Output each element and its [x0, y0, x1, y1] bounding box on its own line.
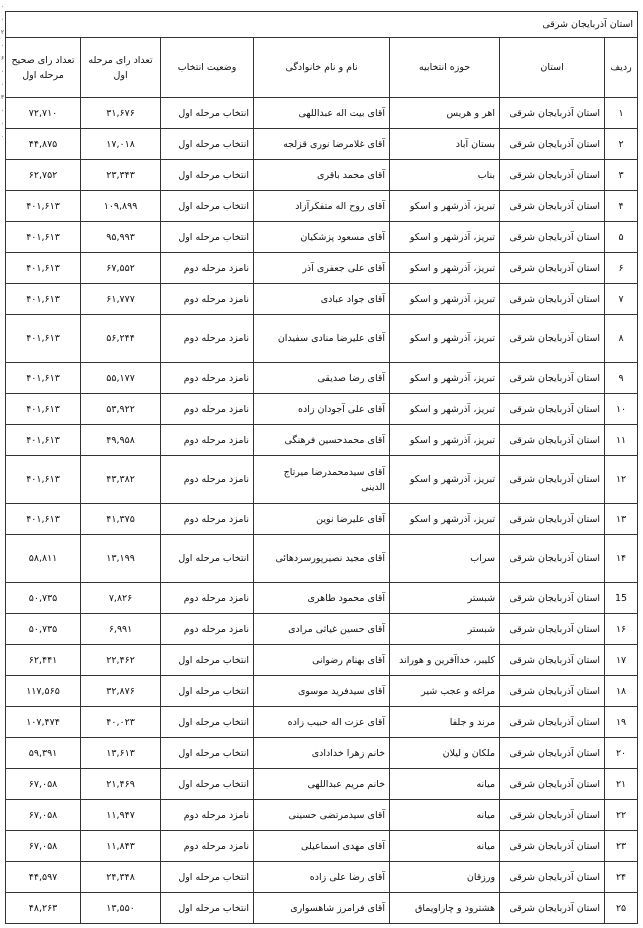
province-cell: استان آذربایجان شرقی [500, 504, 605, 535]
valid-votes-cell: ۴۰۱,۶۱۳ [6, 315, 81, 363]
district-cell: بستان آباد [390, 129, 500, 160]
row-number: ۲۴ [605, 862, 638, 893]
candidate-name-cell: آقای بیت اله عبداللهی [254, 98, 390, 129]
district-cell: شبستر [390, 583, 500, 614]
header-status: وضعیت انتخاب [161, 38, 254, 98]
status-cell: انتخاب مرحله اول [161, 98, 254, 129]
status-cell: انتخاب مرحله اول [161, 676, 254, 707]
table-body [6, 98, 638, 924]
status-cell: نامزد مرحله دوم [161, 800, 254, 831]
header-district: حوزه انتخابیه [390, 38, 500, 98]
votes-first-round-cell: ۲۴,۳۴۸ [81, 862, 161, 893]
candidate-name-cell: آقای مجید نصیرپورسردهائی [254, 535, 390, 583]
votes-first-round-cell: ۱۳,۵۵۰ [81, 893, 161, 924]
province-cell: استان آذربایجان شرقی [500, 707, 605, 738]
candidate-name-cell: آقای غلامرضا نوری قزلجه [254, 129, 390, 160]
district-cell: تبریز، آذرشهر و اسکو [390, 191, 500, 222]
province-cell: استان آذربایجان شرقی [500, 862, 605, 893]
status-cell: انتخاب مرحله اول [161, 191, 254, 222]
status-cell: انتخاب مرحله اول [161, 160, 254, 191]
table-row [6, 504, 638, 535]
row-number: ۲۱ [605, 769, 638, 800]
table-row [6, 893, 638, 924]
table-row [6, 676, 638, 707]
province-cell: استان آذربایجان شرقی [500, 738, 605, 769]
votes-first-round-cell: ۵۶,۲۴۴ [81, 315, 161, 363]
status-cell: نامزد مرحله دوم [161, 583, 254, 614]
table-row [6, 284, 638, 315]
candidate-name-cell: آقای علیرضا نوین [254, 504, 390, 535]
valid-votes-cell: ۶۷,۰۵۸ [6, 769, 81, 800]
status-cell: نامزد مرحله دوم [161, 831, 254, 862]
province-cell: استان آذربایجان شرقی [500, 456, 605, 504]
row-number: ۲۲ [605, 800, 638, 831]
row-number: ۱۶ [605, 614, 638, 645]
row-number: ۲۳ [605, 831, 638, 862]
candidate-name-cell: آقای علیرضا منادی سفیدان [254, 315, 390, 363]
header-valid-votes-first-round: تعداد رای صحیح مرحله اول [6, 38, 81, 98]
table-row [6, 645, 638, 676]
edge-glyph: ۰ [0, 68, 5, 75]
votes-first-round-cell: ۱۱,۸۴۳ [81, 831, 161, 862]
table-row [6, 583, 638, 614]
votes-first-round-cell: ۳۲,۸۷۶ [81, 676, 161, 707]
district-cell: تبریز، آذرشهر و اسکو [390, 222, 500, 253]
status-cell: انتخاب مرحله اول [161, 738, 254, 769]
table-row [6, 160, 638, 191]
district-cell: بناب [390, 160, 500, 191]
candidate-name-cell: آقای حسین غیاثی مرادی [254, 614, 390, 645]
table-row [6, 614, 638, 645]
table-row [6, 862, 638, 893]
district-cell: تبریز، آذرشهر و اسکو [390, 315, 500, 363]
candidate-name-cell: آقای مهدی اسماعیلی [254, 831, 390, 862]
votes-first-round-cell: ۱۳,۱۹۹ [81, 535, 161, 583]
table-row [6, 363, 638, 394]
district-cell: کلیبر، خداآفرین و هوراند [390, 645, 500, 676]
province-cell: استان آذربایجان شرقی [500, 583, 605, 614]
district-cell: تبریز، آذرشهر و اسکو [390, 363, 500, 394]
header-province: استان [500, 38, 605, 98]
province-cell: استان آذربایجان شرقی [500, 769, 605, 800]
table-row [6, 769, 638, 800]
status-cell: نامزد مرحله دوم [161, 504, 254, 535]
candidate-name-cell: خانم زهرا خدادادی [254, 738, 390, 769]
table-row [6, 738, 638, 769]
status-cell: نامزد مرحله دوم [161, 456, 254, 504]
valid-votes-cell: ۵۹,۳۹۱ [6, 738, 81, 769]
status-cell: انتخاب مرحله اول [161, 862, 254, 893]
district-cell: میانه [390, 800, 500, 831]
candidate-name-cell: آقای رضا صدیقی [254, 363, 390, 394]
candidate-name-cell: آقای رضا علی زاده [254, 862, 390, 893]
district-cell: تبریز، آذرشهر و اسکو [390, 284, 500, 315]
status-cell: نامزد مرحله دوم [161, 394, 254, 425]
status-cell: انتخاب مرحله اول [161, 222, 254, 253]
status-cell: انتخاب مرحله اول [161, 707, 254, 738]
candidate-name-cell: آقای سیدمحمدرضا میرتاج الدینی [254, 456, 390, 504]
district-cell: هشترود و چاراویماق [390, 893, 500, 924]
valid-votes-cell: ۶۷,۰۵۸ [6, 831, 81, 862]
candidate-name-cell: آقای سیدفرید موسوی [254, 676, 390, 707]
votes-first-round-cell: ۲۱,۴۶۹ [81, 769, 161, 800]
valid-votes-cell: ۴۰۱,۶۱۳ [6, 363, 81, 394]
district-cell: تبریز، آذرشهر و اسکو [390, 504, 500, 535]
votes-first-round-cell: ۴۰,۰۲۳ [81, 707, 161, 738]
province-cell: استان آذربایجان شرقی [500, 535, 605, 583]
province-cell: استان آذربایجان شرقی [500, 222, 605, 253]
row-number: ۶ [605, 253, 638, 284]
edge-glyph: ۰ [0, 3, 5, 10]
row-number: ۱۱ [605, 425, 638, 456]
candidate-name-cell: آقای علی آجودان زاده [254, 394, 390, 425]
province-cell: استان آذربایجان شرقی [500, 284, 605, 315]
edge-glyph: ۰ [0, 81, 5, 88]
table-row [6, 253, 638, 284]
district-cell: مراغه و عجب شیر [390, 676, 500, 707]
votes-first-round-cell: ۴۹,۹۵۸ [81, 425, 161, 456]
province-cell: استان آذربایجان شرقی [500, 676, 605, 707]
valid-votes-cell: ۴۰۱,۶۱۳ [6, 394, 81, 425]
votes-first-round-cell: ۵۳,۹۲۲ [81, 394, 161, 425]
candidate-name-cell: آقای محمود طاهری [254, 583, 390, 614]
valid-votes-cell: ۴۴,۸۷۵ [6, 129, 81, 160]
table-row [6, 800, 638, 831]
province-cell: استان آذربایجان شرقی [500, 253, 605, 284]
table-row [6, 222, 638, 253]
province-cell: استان آذربایجان شرقی [500, 645, 605, 676]
district-cell: مرند و جلفا [390, 707, 500, 738]
district-cell: اهر و هریس [390, 98, 500, 129]
votes-first-round-cell: ۶۱,۷۷۷ [81, 284, 161, 315]
row-number: ۲۵ [605, 893, 638, 924]
candidate-name-cell: آقای علی جعفری آذر [254, 253, 390, 284]
votes-first-round-cell: ۲۲,۴۶۲ [81, 645, 161, 676]
valid-votes-cell: ۴۰۱,۶۱۳ [6, 191, 81, 222]
candidate-name-cell: آقای فرامرز شاهسواری [254, 893, 390, 924]
edge-glyph: ۲ [0, 29, 5, 36]
district-cell: ملکان و لیلان [390, 738, 500, 769]
district-cell: سراب [390, 535, 500, 583]
status-cell: نامزد مرحله دوم [161, 614, 254, 645]
row-number: ۱ [605, 98, 638, 129]
province-cell: استان آذربایجان شرقی [500, 831, 605, 862]
row-number: ۴ [605, 191, 638, 222]
votes-first-round-cell: ۱۱,۹۴۷ [81, 800, 161, 831]
row-number: ۹ [605, 363, 638, 394]
table-row [6, 315, 638, 363]
valid-votes-cell: ۱۰۷,۴۷۴ [6, 707, 81, 738]
province-cell: استان آذربایجان شرقی [500, 363, 605, 394]
valid-votes-cell: ۶۷,۰۵۸ [6, 800, 81, 831]
status-cell: نامزد مرحله دوم [161, 425, 254, 456]
row-number: ۱۸ [605, 676, 638, 707]
status-cell: نامزد مرحله دوم [161, 284, 254, 315]
district-cell: میانه [390, 831, 500, 862]
table-row [6, 425, 638, 456]
valid-votes-cell: ۴۰۱,۶۱۳ [6, 253, 81, 284]
district-cell: تبریز، آذرشهر و اسکو [390, 253, 500, 284]
province-cell: استان آذربایجان شرقی [500, 191, 605, 222]
candidate-name-cell: آقای عزت اله حبیب زاده [254, 707, 390, 738]
table-row [6, 456, 638, 504]
candidate-name-cell: آقای سیدمرتضی حسینی [254, 800, 390, 831]
province-cell: استان آذربایجان شرقی [500, 425, 605, 456]
province-cell: استان آذربایجان شرقی [500, 800, 605, 831]
row-number: ۲ [605, 129, 638, 160]
candidate-name-cell: آقای محمدحسین فرهنگی [254, 425, 390, 456]
valid-votes-cell: ۷۲,۷۱۰ [6, 98, 81, 129]
results-table [5, 11, 638, 924]
province-cell: استان آذربایجان شرقی [500, 160, 605, 191]
table-row [6, 394, 638, 425]
votes-first-round-cell: ۱۰۹,۸۹۹ [81, 191, 161, 222]
votes-first-round-cell: ۲۳,۳۴۳ [81, 160, 161, 191]
province-cell: استان آذربایجان شرقی [500, 394, 605, 425]
status-cell: نامزد مرحله دوم [161, 253, 254, 284]
row-number: ۱۲ [605, 456, 638, 504]
edge-glyph: ۶ [0, 55, 5, 62]
candidate-name-cell: آقای روح اله متفکرآزاد [254, 191, 390, 222]
votes-first-round-cell: ۴۱,۳۷۵ [81, 504, 161, 535]
district-cell: تبریز، آذرشهر و اسکو [390, 394, 500, 425]
row-number: ۱۹ [605, 707, 638, 738]
votes-first-round-cell: ۶۷,۵۵۲ [81, 253, 161, 284]
candidate-name-cell: آقای جواد عبادی [254, 284, 390, 315]
candidate-name-cell: آقای مسعود پزشکیان [254, 222, 390, 253]
valid-votes-cell: ۶۲,۴۴۱ [6, 645, 81, 676]
row-number: ۸ [605, 315, 638, 363]
row-number: ۱۰ [605, 394, 638, 425]
votes-first-round-cell: ۶,۹۹۱ [81, 614, 161, 645]
status-cell: انتخاب مرحله اول [161, 535, 254, 583]
valid-votes-cell: ۴۸,۲۶۳ [6, 893, 81, 924]
valid-votes-cell: ۴۰۱,۶۱۳ [6, 222, 81, 253]
table-row [6, 98, 638, 129]
row-number: ۱۷ [605, 645, 638, 676]
header-num: ردیف [605, 38, 638, 98]
row-number: 15 [605, 583, 638, 614]
valid-votes-cell: ۴۰۱,۶۱۳ [6, 425, 81, 456]
header-name: نام و نام خانوادگی [254, 38, 390, 98]
candidate-name-cell: خانم مریم عبداللهی [254, 769, 390, 800]
candidate-name-cell: آقای محمد باقری [254, 160, 390, 191]
candidate-name-cell: آقای بهنام رضوانی [254, 645, 390, 676]
valid-votes-cell: ۵۸,۸۱۱ [6, 535, 81, 583]
row-number: ۵ [605, 222, 638, 253]
edge-glyph: ۳ [0, 94, 5, 101]
valid-votes-cell: ۶۲,۷۵۲ [6, 160, 81, 191]
votes-first-round-cell: ۱۳,۶۱۳ [81, 738, 161, 769]
table-row [6, 535, 638, 583]
row-number: ۱۳ [605, 504, 638, 535]
votes-first-round-cell: ۴۳,۳۸۲ [81, 456, 161, 504]
status-cell: انتخاب مرحله اول [161, 769, 254, 800]
valid-votes-cell: ۴۴,۵۹۷ [6, 862, 81, 893]
table-row [6, 831, 638, 862]
edge-glyph: ۰ [0, 16, 5, 23]
votes-first-round-cell: ۳۱,۶۷۶ [81, 98, 161, 129]
votes-first-round-cell: ۱۷,۰۱۸ [81, 129, 161, 160]
district-cell: تبریز، آذرشهر و اسکو [390, 456, 500, 504]
province-cell: استان آذربایجان شرقی [500, 129, 605, 160]
votes-first-round-cell: ۵۵,۱۷۷ [81, 363, 161, 394]
edge-glyph: ۰ [0, 133, 5, 140]
district-cell: میانه [390, 769, 500, 800]
votes-first-round-cell: ۷,۸۲۶ [81, 583, 161, 614]
province-cell: استان آذربایجان شرقی [500, 315, 605, 363]
status-cell: انتخاب مرحله اول [161, 129, 254, 160]
district-cell: شبستر [390, 614, 500, 645]
row-number: ۲۰ [605, 738, 638, 769]
valid-votes-cell: ۴۰۱,۶۱۳ [6, 504, 81, 535]
status-cell: انتخاب مرحله اول [161, 893, 254, 924]
valid-votes-cell: ۱۱۷,۵۶۵ [6, 676, 81, 707]
valid-votes-cell: ۴۰۱,۶۱۳ [6, 456, 81, 504]
status-cell: انتخاب مرحله اول [161, 645, 254, 676]
valid-votes-cell: ۵۰,۷۳۵ [6, 614, 81, 645]
header-votes-first-round: تعداد رای مرحله اول [81, 38, 161, 98]
province-cell: استان آذربایجان شرقی [500, 893, 605, 924]
table-row [6, 707, 638, 738]
province-cell: استان آذربایجان شرقی [500, 614, 605, 645]
row-number: ۱۴ [605, 535, 638, 583]
table-title: استان آذربایجان شرقی [6, 12, 638, 38]
edge-glyph: ۰ [0, 42, 5, 49]
valid-votes-cell: ۵۰,۷۳۵ [6, 583, 81, 614]
status-cell: نامزد مرحله دوم [161, 363, 254, 394]
table-row [6, 191, 638, 222]
votes-first-round-cell: ۹۵,۹۹۳ [81, 222, 161, 253]
valid-votes-cell: ۴۰۱,۶۱۳ [6, 284, 81, 315]
table-row [6, 129, 638, 160]
edge-glyph: ۰ [0, 107, 5, 114]
row-number: ۳ [605, 160, 638, 191]
edge-glyph: ۰ [0, 120, 5, 127]
row-number: ۷ [605, 284, 638, 315]
province-cell: استان آذربایجان شرقی [500, 98, 605, 129]
district-cell: ورزقان [390, 862, 500, 893]
status-cell: نامزد مرحله دوم [161, 315, 254, 363]
district-cell: تبریز، آذرشهر و اسکو [390, 425, 500, 456]
